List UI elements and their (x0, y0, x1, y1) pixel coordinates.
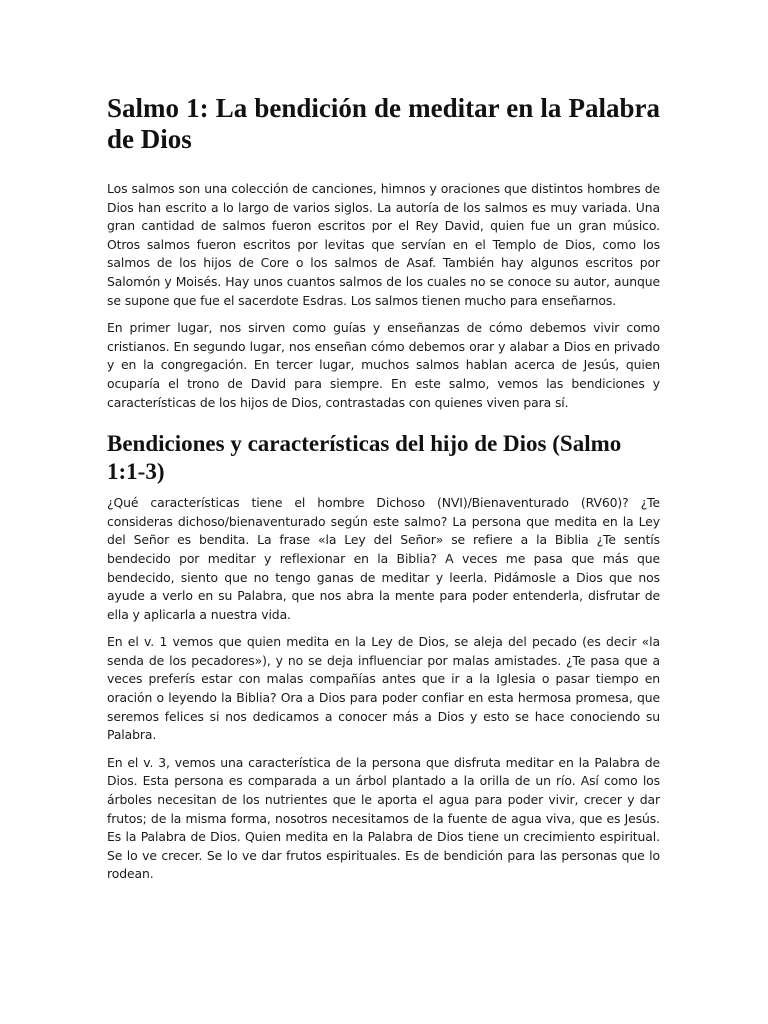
page-title: Salmo 1: La bendición de meditar en la Palabra de Dios (107, 93, 660, 154)
section-heading: Bendiciones y características del hijo de Dios (Salmo 1:1-3) (107, 431, 622, 485)
section-paragraph: En el v. 1 vemos que quien medita en la Ley de Dios, se aleja del pecado (es decir «la senda de los pecadores»), y no se deja influenciar por malas amistades. ¿Te pasa que a veces preferís estar con malas compañías antes que ir a la Iglesia o pasar tiempo en oración o leyendo la Biblia? Ora a Dios para poder confiar en esta hermosa promesa, que seremos felices si nos dedicamos a conocer más a Dios y esto se hace conociendo su Palabra. (107, 634, 660, 743)
section-paragraph: ¿Qué características tiene el hombre Dichoso (NVI)/Bienaventurado (RV60)? ¿Te consideras dichoso/bienaventurado según este salmo? La persona que medita en la Ley del Señor es bendita. La frase «la Ley del Señor» se refiere a la Biblia ¿Te sentís bendecido por meditar y reflexionar en la Biblia? A veces me pasa que más que bendecido, siento que no tengo ganas de meditar y leerla. Pidámosle a Dios que nos ayude a verlo en su Palabra, que nos abra la mente para poder entenderla, disfrutar de ella y aplicarla a nuestra vida. (107, 495, 660, 622)
section-paragraph: En el v. 3, vemos una característica de la persona que disfruta meditar en la Palabra de Dios. Esta persona es comparada a un árbol plantado a la orilla de un río. Así como los árboles necesitan de los nutrientes que le aporta el agua para poder vivir, crecer y dar frutos; de la misma forma, nosotros necesitamos de la fuente de agua viva, que es Jesús. Es la Palabra de Dios. Quien medita en la Palabra de Dios tiene un crecimiento espiritual. Se lo ve crecer. Se lo ve dar frutos espirituales. Es de bendición para las personas que lo rodean. (107, 754, 660, 882)
intro-paragraph: Los salmos son una colección de canciones, himnos y oraciones que distintos hombres de Dios han escrito a lo largo de varios siglos. La autoría de los salmos es muy variada. Una gran cantidad de salmos fueron escritos por el Rey David, quien fue un gran músico. Otros salmos fueron escritos por levitas que servían en el Templo de Dios, como los salmos de los hijos de Core o los salmos de Asaf. También hay algunos escritos por Salomón y Moisés. Hay unos cuantos salmos de los cuales no se conoce su autor, aunque se supone que fue el sacerdote Esdras. Los salmos tienen mucho para enseñarnos. (107, 181, 660, 308)
intro-paragraph: En primer lugar, nos sirven como guías y enseñanzas de cómo debemos vivir como cristianos. En segundo lugar, nos enseñan cómo debemos orar y alabar a Dios en privado y en la congregación. En tercer lugar, muchos salmos hablan acerca de Jesús, quien ocuparía el trono de David para siempre. En este salmo, vemos las bendiciones y características de los hijos de Dios, contrastadas con quienes viven para sí. (107, 320, 660, 410)
document-body (107, 93, 660, 893)
